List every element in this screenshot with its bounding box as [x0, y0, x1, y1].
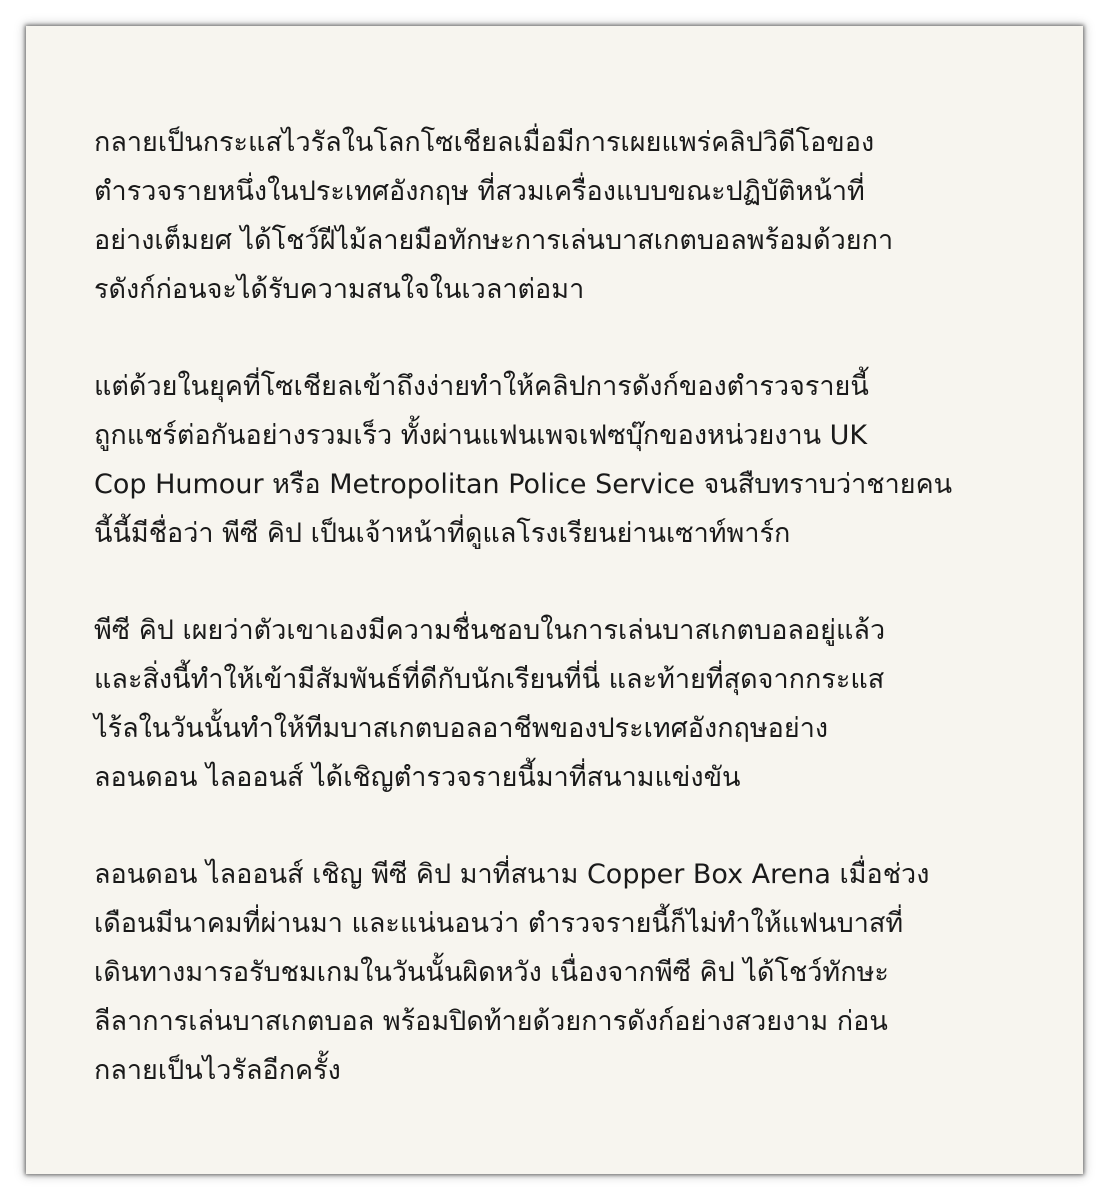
paragraph-1 [94, 118, 1054, 314]
article-body [94, 118, 1054, 1143]
paragraph-line: ไร้ลในวันนั้นทำให้ทีมบาสเกตบอลอาชีพของประเทศอังกฤษอย่าง [94, 713, 829, 744]
paragraph-3 [94, 606, 1054, 802]
paragraph-2 [94, 362, 1054, 558]
paragraph-line: นี้นี้มีชื่อว่า พีซี คิป เป็นเจ้าหน้าที่ดูแลโรงเรียนย่านเซาท์พาร์ก [94, 518, 791, 549]
paragraph-line: เดินทางมารอรับชมเกมในวันนั้นผิดหวัง เนื่องจากพีซี คิป ได้โชว์ทักษะ [94, 957, 889, 988]
paragraph-line: กลายเป็นไวรัลอีกครั้ง [94, 1055, 341, 1086]
paragraph-line: Cop Humour หรือ Metropolitan Police Service จนสืบทราบว่าชายคน [94, 469, 953, 500]
paragraph-line: ลอนดอน ไลออนส์ เชิญ พีซี คิป มาที่สนาม Copper Box Arena เมื่อช่วง [94, 859, 930, 890]
paragraph-line: อย่างเต็มยศ ได้โชว์ฝีไม้ลายมือทักษะการเล่นบาสเกตบอลพร้อมด้วยกา [94, 225, 894, 256]
paragraph-line: กลายเป็นกระแสไวรัลในโลกโซเชียลเมื่อมีการเผยแพร่คลิปวิดีโอของ [94, 127, 875, 158]
paragraph-line: ลอนดอน ไลออนส์ ได้เชิญตำรวจรายนี้มาที่สนามแข่งขัน [94, 762, 741, 793]
paragraph-line: รดังก์ก่อนจะได้รับความสนใจในเวลาต่อมา [94, 274, 585, 305]
paragraph-line: และสิ่งนี้ทำให้เข้ามีสัมพันธ์ที่ดีกับนักเรียนที่นี่ และท้ายที่สุดจากกระแส [94, 664, 885, 695]
document-card [26, 26, 1083, 1174]
paragraph-line: พีซี คิป เผยว่าตัวเขาเองมีความชื่นชอบในการเล่นบาสเกตบอลอยู่แล้ว [94, 615, 886, 646]
paragraph-4 [94, 850, 1054, 1095]
paragraph-line: ถูกแชร์ต่อกันอย่างรวมเร็ว ทั้งผ่านแฟนเพจเฟซบุ๊กของหน่วยงาน UK [94, 420, 868, 451]
paragraph-line: เดือนมีนาคมที่ผ่านมา และแน่นอนว่า ตำรวจรายนี้ก็ไม่ทำให้แฟนบาสที่ [94, 908, 904, 939]
paragraph-line: ลีลาการเล่นบาสเกตบอล พร้อมปิดท้ายด้วยการดังก์อย่างสวยงาม ก่อน [94, 1006, 888, 1037]
paragraph-line: ตำรวจรายหนึ่งในประเทศอังกฤษ ที่สวมเครื่องแบบขณะปฏิบัติหน้าที่ [94, 176, 865, 207]
paragraph-line: แต่ด้วยในยุคที่โซเชียลเข้าถึงง่ายทำให้คลิปการดังก์ของตำรวจรายนี้ [94, 371, 869, 402]
